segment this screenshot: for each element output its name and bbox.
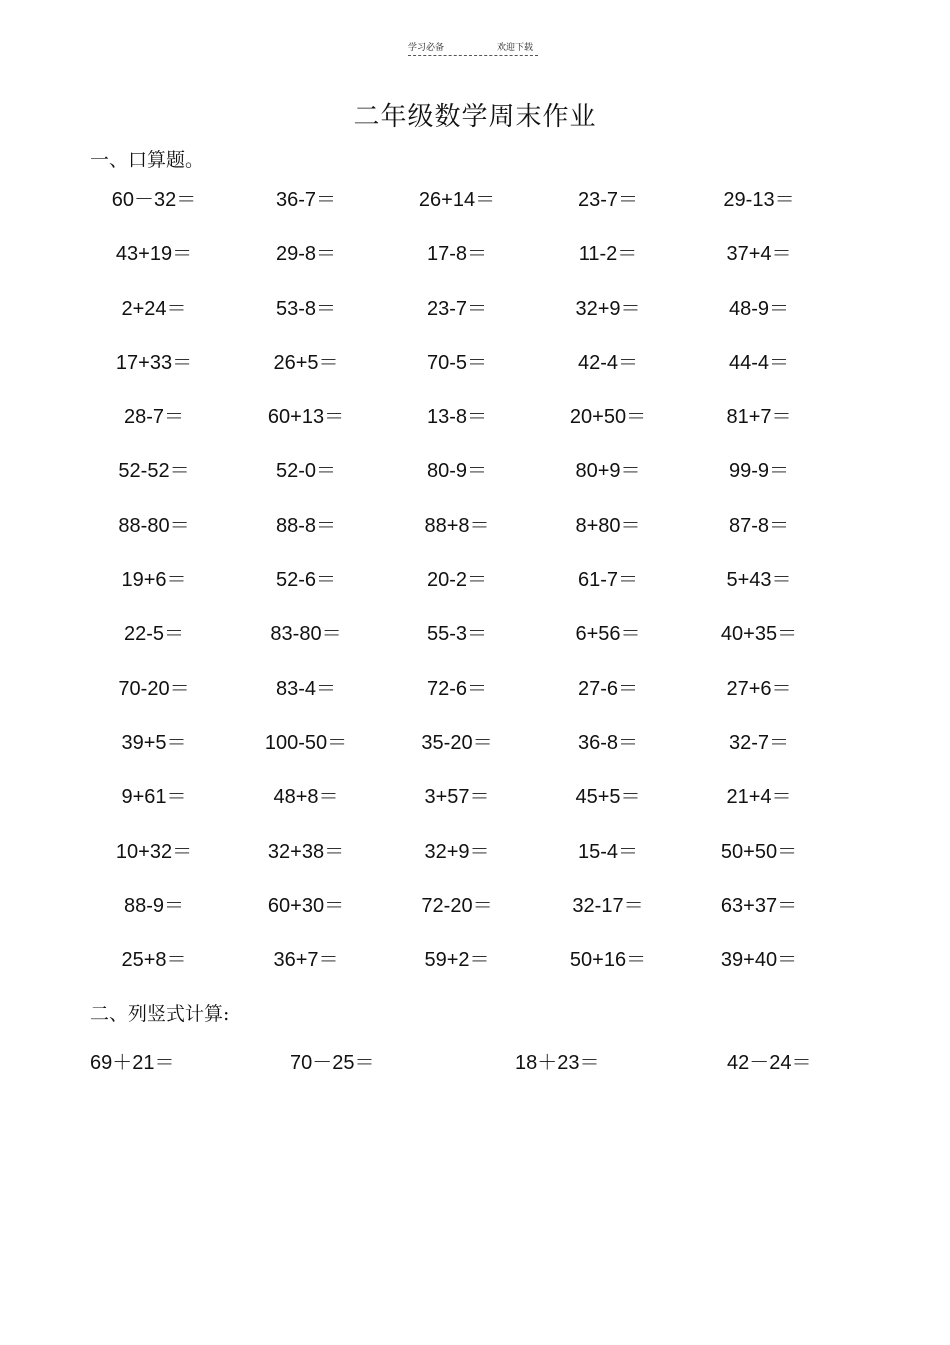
problem-cell: 70-5＝ — [426, 351, 488, 374]
problem-cell: 26+5＝ — [273, 351, 339, 374]
problem-cell: 13-8＝ — [426, 406, 488, 429]
problem-cell: 20-2＝ — [426, 569, 488, 592]
problem-cell: 88-80＝ — [118, 514, 190, 537]
problem-cell: 26+14＝ — [418, 189, 496, 211]
problem-cell: 15-4＝ — [577, 840, 639, 863]
problem-cell: 29-8＝ — [275, 243, 337, 266]
problem-cell: 36-8＝ — [577, 731, 639, 754]
problem-cell: 23-7＝ — [577, 189, 639, 211]
problem-cell: 3+57＝ — [424, 786, 490, 809]
problem-row — [0, 946, 950, 1000]
problem-cell: 28-7＝ — [123, 406, 185, 429]
problem-cell: 100-50＝ — [264, 731, 348, 754]
problem-cell: 36+7＝ — [273, 949, 339, 972]
problem-cell: 32-17＝ — [572, 894, 644, 917]
problem-cell: 19+6＝ — [121, 569, 187, 592]
problem-cell: 88+8＝ — [424, 514, 490, 537]
problem-cell: 72-6＝ — [426, 677, 488, 700]
problem-cell: 60+30＝ — [267, 894, 345, 917]
page-header — [408, 39, 538, 56]
header-left-text: 学习必备 — [408, 43, 445, 53]
problem-cell: 32+9＝ — [424, 840, 490, 863]
header-right-text: 欢迎下载 — [497, 43, 534, 53]
vertical-calc-item: 18＋23＝ — [515, 1052, 600, 1074]
problem-cell: 52-6＝ — [275, 569, 337, 592]
problem-cell: 35-20＝ — [421, 731, 493, 754]
problem-row — [0, 783, 950, 837]
problem-cell: 22-5＝ — [123, 623, 185, 646]
problem-row — [0, 295, 950, 349]
problem-cell: 88-9＝ — [123, 894, 185, 917]
section-1-heading: 一、口算题。 — [90, 149, 205, 171]
problem-row — [0, 349, 950, 403]
problem-cell: 60+13＝ — [267, 406, 345, 429]
problem-cell: 45+5＝ — [575, 786, 641, 809]
problem-cell: 50+50＝ — [720, 840, 798, 863]
problem-cell: 27-6＝ — [577, 677, 639, 700]
problem-cell: 20+50＝ — [569, 406, 647, 429]
problem-row — [0, 512, 950, 566]
problem-cell: 83-80＝ — [270, 623, 342, 646]
problem-cell: 60－32＝ — [111, 189, 197, 211]
problem-cell: 63+37＝ — [720, 894, 798, 917]
problem-cell: 5+43＝ — [726, 569, 792, 592]
problem-row — [0, 457, 950, 511]
problem-cell: 29-13＝ — [723, 189, 795, 211]
problem-cell: 99-9＝ — [728, 460, 790, 483]
problem-cell: 36-7＝ — [275, 189, 337, 211]
problem-cell: 23-7＝ — [426, 297, 488, 320]
problem-row — [0, 838, 950, 892]
vertical-calc-row — [0, 1049, 950, 1077]
problem-cell: 44-4＝ — [728, 351, 790, 374]
problem-cell: 32+9＝ — [575, 297, 641, 320]
problem-cell: 80+9＝ — [575, 460, 641, 483]
problem-row — [0, 892, 950, 946]
problem-row — [0, 729, 950, 783]
vertical-calc-item: 42－24＝ — [727, 1052, 812, 1074]
problem-cell: 43+19＝ — [115, 243, 193, 266]
problem-row — [0, 240, 950, 294]
mental-math-grid — [0, 186, 950, 1000]
problem-cell: 25+8＝ — [121, 949, 187, 972]
problem-cell: 55-3＝ — [426, 623, 488, 646]
vertical-calc-item: 69＋21＝ — [90, 1052, 175, 1074]
problem-cell: 72-20＝ — [421, 894, 493, 917]
problem-cell: 39+5＝ — [121, 731, 187, 754]
problem-row — [0, 675, 950, 729]
problem-cell: 21+4＝ — [726, 786, 792, 809]
problem-row — [0, 186, 950, 240]
problem-cell: 37+4＝ — [726, 243, 792, 266]
problem-cell: 80-9＝ — [426, 460, 488, 483]
problem-cell: 70-20＝ — [118, 677, 190, 700]
problem-cell: 48-9＝ — [728, 297, 790, 320]
problem-cell: 87-8＝ — [728, 514, 790, 537]
problem-cell: 59+2＝ — [424, 949, 490, 972]
problem-cell: 42-4＝ — [577, 351, 639, 374]
problem-cell: 8+80＝ — [575, 514, 641, 537]
problem-cell: 6+56＝ — [575, 623, 641, 646]
problem-cell: 40+35＝ — [720, 623, 798, 646]
vertical-calc-item: 70－25＝ — [290, 1052, 375, 1074]
section-2-heading: 二、列竖式计算: — [90, 1003, 230, 1025]
problem-cell: 83-4＝ — [275, 677, 337, 700]
problem-cell: 32-7＝ — [728, 731, 790, 754]
problem-cell: 27+6＝ — [726, 677, 792, 700]
problem-cell: 48+8＝ — [273, 786, 339, 809]
problem-cell: 17+33＝ — [115, 351, 193, 374]
problem-cell: 81+7＝ — [726, 406, 792, 429]
problem-cell: 17-8＝ — [426, 243, 488, 266]
problem-cell: 53-8＝ — [275, 297, 337, 320]
problem-row — [0, 620, 950, 674]
problem-cell: 88-8＝ — [275, 514, 337, 537]
problem-row — [0, 566, 950, 620]
problem-row — [0, 403, 950, 457]
problem-cell: 10+32＝ — [115, 840, 193, 863]
problem-cell: 32+38＝ — [267, 840, 345, 863]
page-title: 二年级数学周末作业 — [353, 102, 597, 132]
problem-cell: 50+16＝ — [569, 949, 647, 972]
problem-cell: 61-7＝ — [577, 569, 639, 592]
problem-cell: 39+40＝ — [720, 949, 798, 972]
problem-cell: 9+61＝ — [121, 786, 187, 809]
problem-cell: 11-2＝ — [578, 243, 638, 266]
problem-cell: 2+24＝ — [121, 297, 187, 320]
problem-cell: 52-52＝ — [118, 460, 190, 483]
problem-cell: 52-0＝ — [275, 460, 337, 483]
